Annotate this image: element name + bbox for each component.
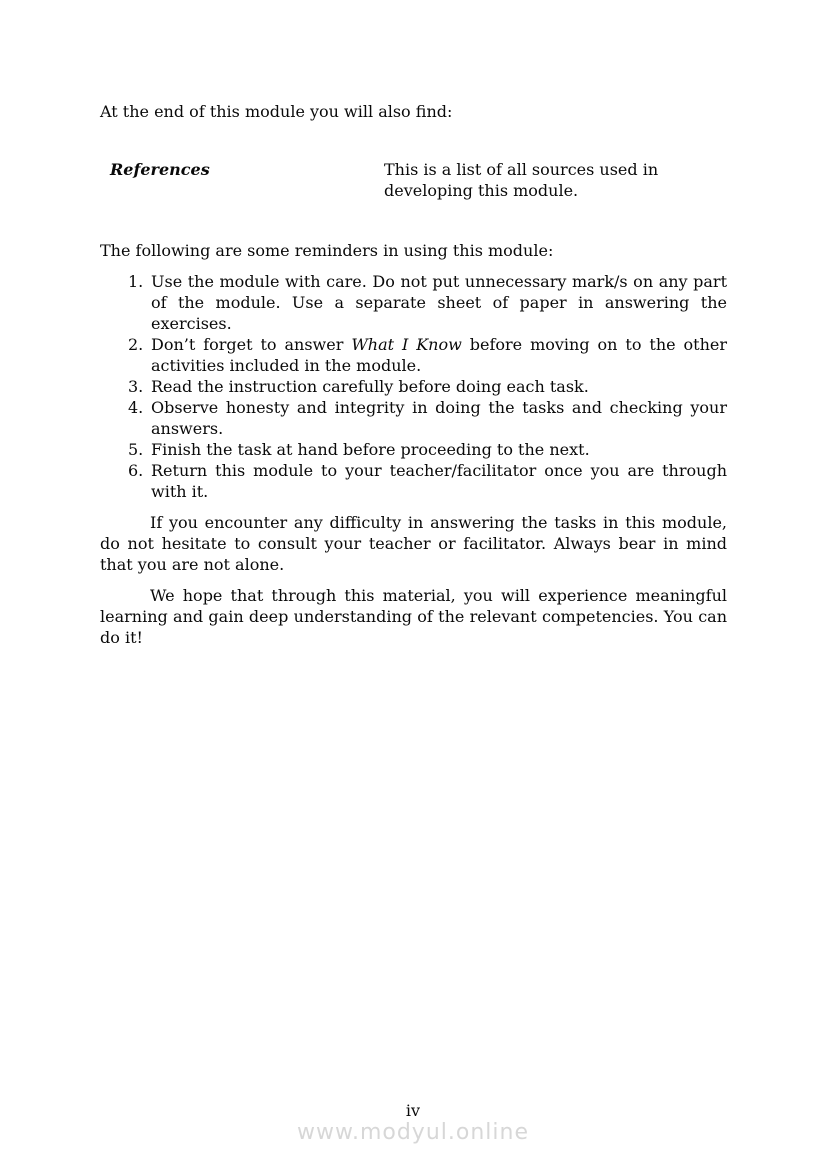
list-item-text bbox=[151, 334, 727, 376]
page-content bbox=[100, 101, 727, 648]
list-item-text: Finish the task at hand before proceeding to the next. bbox=[151, 440, 590, 459]
list-item bbox=[100, 460, 727, 502]
list-item-number: 5. bbox=[128, 440, 144, 459]
list-item bbox=[100, 397, 727, 439]
reminders-list bbox=[100, 271, 727, 502]
references-term: References bbox=[110, 160, 210, 179]
list-item bbox=[100, 439, 727, 460]
watermark-text: www.modyul.online bbox=[297, 1120, 529, 1145]
list-item bbox=[100, 334, 727, 376]
references-row bbox=[100, 159, 727, 201]
list-item-text: Observe honesty and integrity in doing the tasks and checking your answers. bbox=[151, 398, 727, 438]
page-number: iv bbox=[405, 1101, 421, 1120]
reminders-heading: The following are some reminders in using this module: bbox=[100, 241, 554, 260]
paragraph-hope: We hope that through this material, you will experience meaningful learning and gain deep understanding of the relevant competencies. You can do it! bbox=[100, 586, 727, 647]
list-item-number: 6. bbox=[128, 461, 144, 480]
list-item-text-after: before moving on to the other activities included in the module. bbox=[151, 335, 728, 375]
list-item-number: 3. bbox=[128, 377, 144, 396]
list-item-number: 2. bbox=[128, 335, 144, 354]
intro-text: At the end of this module you will also find: bbox=[100, 102, 453, 121]
list-item bbox=[100, 376, 727, 397]
list-item bbox=[100, 271, 727, 334]
list-item-text-before: Don’t forget to answer bbox=[151, 335, 352, 354]
list-item-text-italic: What I Know bbox=[351, 335, 462, 354]
list-item-text: Use the module with care. Do not put unnecessary mark/s on any part of the module. Use a separate sheet of paper in answering the exercises. bbox=[151, 272, 727, 333]
list-item-text: Read the instruction carefully before doing each task. bbox=[151, 377, 589, 396]
list-item-number: 1. bbox=[128, 272, 144, 291]
paragraph-difficulty: If you encounter any difficulty in answering the tasks in this module, do not hesitate to consult your teacher or facilitator. Always bear in mind that you are not alone. bbox=[100, 513, 727, 574]
list-item-number: 4. bbox=[128, 398, 144, 417]
list-item-text: Return this module to your teacher/facilitator once you are through with it. bbox=[151, 461, 727, 501]
references-description: This is a list of all sources used in developing this module. bbox=[384, 160, 659, 200]
